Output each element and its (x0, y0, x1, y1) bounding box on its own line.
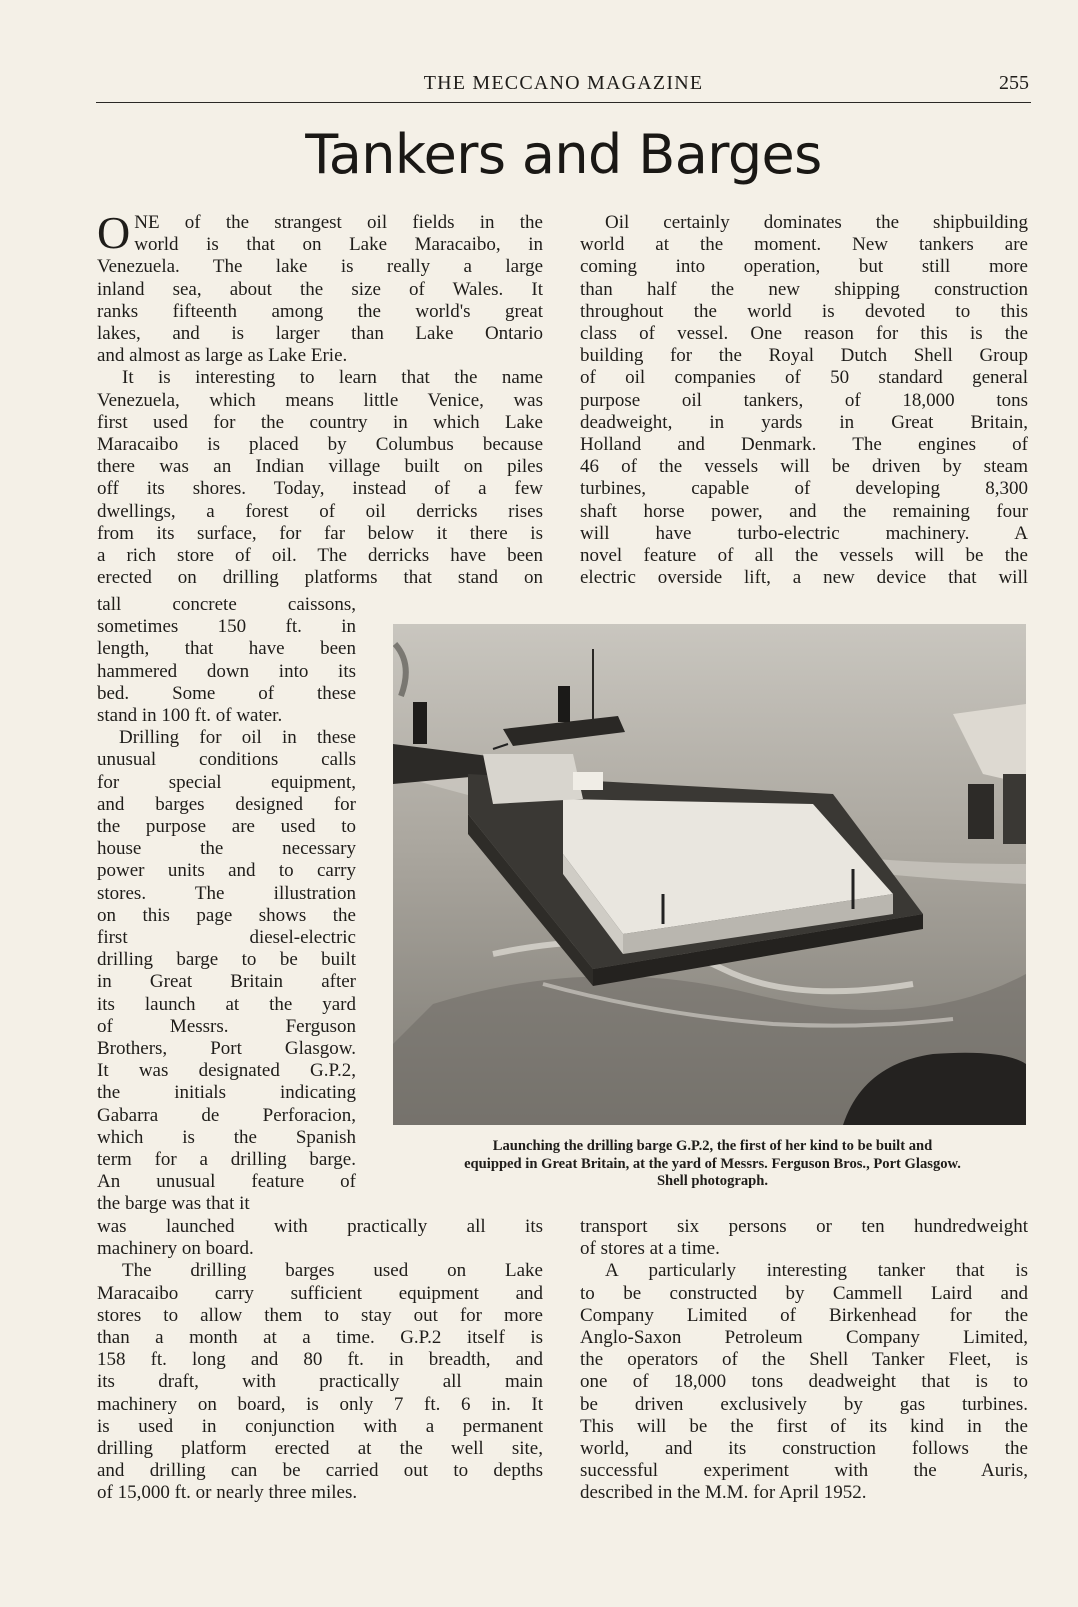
caption-line: Launching the drilling barge G.P.2, the first of her kind to be built and (492, 1138, 933, 1154)
text-line: 46 of the vessels will be driven by steam (580, 456, 1028, 478)
text-line: the purpose are used to (97, 816, 356, 838)
text-line: machinery on board. (97, 1238, 254, 1260)
text-line: its draft, with practically all main (97, 1371, 543, 1393)
text-line: in Great Britain after (97, 971, 356, 993)
text-line: of 15,000 ft. or nearly three miles. (97, 1482, 358, 1504)
column-right-bottom (580, 1216, 1028, 1505)
text-line: the initials indicating (97, 1082, 356, 1104)
text-line: 158 ft. long and 80 ft. in breadth, and (97, 1349, 543, 1371)
text-line: Venezuela, which means little Venice, was (97, 389, 543, 411)
text-line: stores. The illustration (97, 882, 356, 904)
text-line: machinery on board, is only 7 ft. 6 in. It (97, 1393, 543, 1415)
text-line: world, and its construction follows the (580, 1438, 1028, 1460)
text-line: be driven exclusively by gas turbines. (580, 1393, 1028, 1415)
text-line: A particularly interesting tanker that is (605, 1260, 1028, 1282)
text-line: will have turbo-electric machinery. A (580, 522, 1028, 544)
text-line: term for a drilling barge. (97, 1149, 356, 1171)
text-line: than half the new shipping construction (580, 278, 1028, 300)
running-header (96, 68, 1031, 103)
text-line: unusual conditions calls (97, 749, 356, 771)
text-line: electric overside lift, a new device that will (580, 567, 1028, 589)
text-line: bed. Some of these (97, 682, 356, 704)
text-line: stores to allow them to stay out for more (97, 1304, 543, 1326)
text-line: shaft horse power, and the remaining four (580, 500, 1028, 522)
text-line: Venezuela. The lake is really a large (97, 256, 543, 278)
text-line: NE of the strangest oil fields in the (134, 212, 543, 233)
magazine-name: THE MECCANO MAGAZINE (423, 72, 704, 94)
text-line: Maracaibo carry sufficient equipment and (97, 1282, 543, 1304)
text-line: hammered down into its (97, 660, 356, 682)
article-title: Tankers and Barges (305, 123, 822, 186)
text-line: is used in conjunction with a permanent (97, 1415, 543, 1437)
text-line: a rich store of oil. The derricks have been (97, 545, 543, 567)
text-line: which is the Spanish (97, 1126, 356, 1148)
text-line: sometimes 150 ft. in (97, 616, 356, 638)
text-line: there was an Indian village built on piles (97, 456, 543, 478)
page-number: 255 (999, 72, 1029, 94)
photo-illustration (393, 624, 1026, 1125)
text-line: tall concrete caissons, (97, 594, 356, 615)
text-line: was launched with practically all its (97, 1216, 543, 1237)
text-line: ranks fifteenth among the world's great (97, 300, 543, 322)
text-line: on this page shows the (97, 904, 356, 926)
text-line: stand in 100 ft. of water. (97, 705, 283, 727)
text-line: turbines, capable of developing 8,300 (580, 478, 1028, 500)
text-line: Oil certainly dominates the shipbuilding (605, 212, 1028, 233)
text-line: coming into operation, but still more (580, 256, 1028, 278)
text-line: for special equipment, (97, 771, 356, 793)
text-line: the barge was that it (97, 1193, 250, 1215)
text-line: Maracaibo is placed by Columbus because (97, 434, 543, 456)
text-line: deadweight, in yards in Great Britain, (580, 411, 1028, 433)
text-line: It is interesting to learn that the name (122, 367, 543, 389)
text-line: and almost as large as Lake Erie. (97, 345, 348, 367)
caption-credit: Shell photograph. (656, 1173, 769, 1189)
text-line: Drilling for oil in these (119, 727, 356, 749)
text-line: world is that on Lake Maracaibo, in (134, 234, 543, 256)
text-line: its launch at the yard (97, 993, 356, 1015)
text-line: world at the moment. New tankers are (580, 234, 1028, 256)
column-right-top (580, 212, 1028, 589)
text-line: erected on drilling platforms that stand on (97, 567, 543, 589)
text-line: Holland and Denmark. The engines of (580, 434, 1028, 456)
text-line: length, that have been (97, 638, 356, 660)
text-line: Anglo-Saxon Petroleum Company Limited, (580, 1327, 1028, 1349)
text-line: of Messrs. Ferguson (97, 1015, 356, 1037)
text-line: power units and to carry (97, 860, 356, 882)
column-left-top (97, 207, 543, 589)
text-line: of stores at a time. (580, 1238, 720, 1260)
text-line: house the necessary (97, 838, 356, 860)
text-line: Brothers, Port Glasgow. (97, 1038, 356, 1060)
text-line: one of 18,000 tons deadweight that is to (580, 1371, 1028, 1393)
text-line: off its shores. Today, instead of a few (97, 478, 543, 500)
text-line: than a month at a time. G.P.2 itself is (97, 1327, 543, 1349)
text-line: successful experiment with the Auris, (580, 1460, 1028, 1482)
text-line: drilling barge to be built (97, 949, 356, 971)
barge-launch-photo (393, 624, 1026, 1125)
text-line: and barges designed for (97, 793, 356, 815)
text-line: first diesel-electric (97, 927, 356, 949)
text-line: first used for the country in which Lake (97, 411, 543, 433)
text-line: the operators of the Shell Tanker Fleet, is (580, 1349, 1028, 1371)
paragraph-lake-maracaibo (97, 207, 543, 345)
text-line: and drilling can be carried out to depths (97, 1460, 543, 1482)
text-line: from its surface, for far below it there is (97, 522, 543, 544)
text-line: dwellings, a forest of oil derricks rises (97, 500, 543, 522)
text-line: lakes, and is larger than Lake Ontario (97, 323, 543, 345)
paragraph-venezuela (97, 367, 543, 589)
text-line: The drilling barges used on Lake (122, 1260, 543, 1282)
photo-caption (393, 1138, 1032, 1191)
text-line: transport six persons or ten hundredweight (580, 1216, 1028, 1237)
column-left-narrow (97, 594, 356, 1216)
text-line: Gabarra de Perforacion, (97, 1104, 356, 1126)
text-line: throughout the world is devoted to this (580, 300, 1028, 322)
text-line: It was designated G.P.2, (97, 1060, 356, 1082)
text-line: class of vessel. One reason for this is the (580, 323, 1028, 345)
text-line: building for the Royal Dutch Shell Group (580, 345, 1028, 367)
text-line: novel feature of all the vessels will be the (580, 545, 1028, 567)
text-line: to be constructed by Cammell Laird and (580, 1282, 1028, 1304)
text-line: Company Limited of Birkenhead for the (580, 1304, 1028, 1326)
text-line: of oil companies of 50 standard general (580, 367, 1028, 389)
text-line: purpose oil tankers, of 18,000 tons (580, 389, 1028, 411)
text-line: inland sea, about the size of Wales. It (97, 278, 543, 300)
caption-line: equipped in Great Britain, at the yard of Messrs. Ferguson Bros., Port Glasgow. (464, 1155, 961, 1172)
text-line: An unusual feature of (97, 1171, 356, 1193)
text-line: drilling platform erected at the well site, (97, 1438, 543, 1460)
text-line: described in the M.M. for April 1952. (580, 1482, 867, 1504)
drop-cap: O (97, 207, 131, 258)
column-left-bottom (97, 1216, 543, 1505)
text-line: This will be the first of its kind in the (580, 1415, 1028, 1437)
